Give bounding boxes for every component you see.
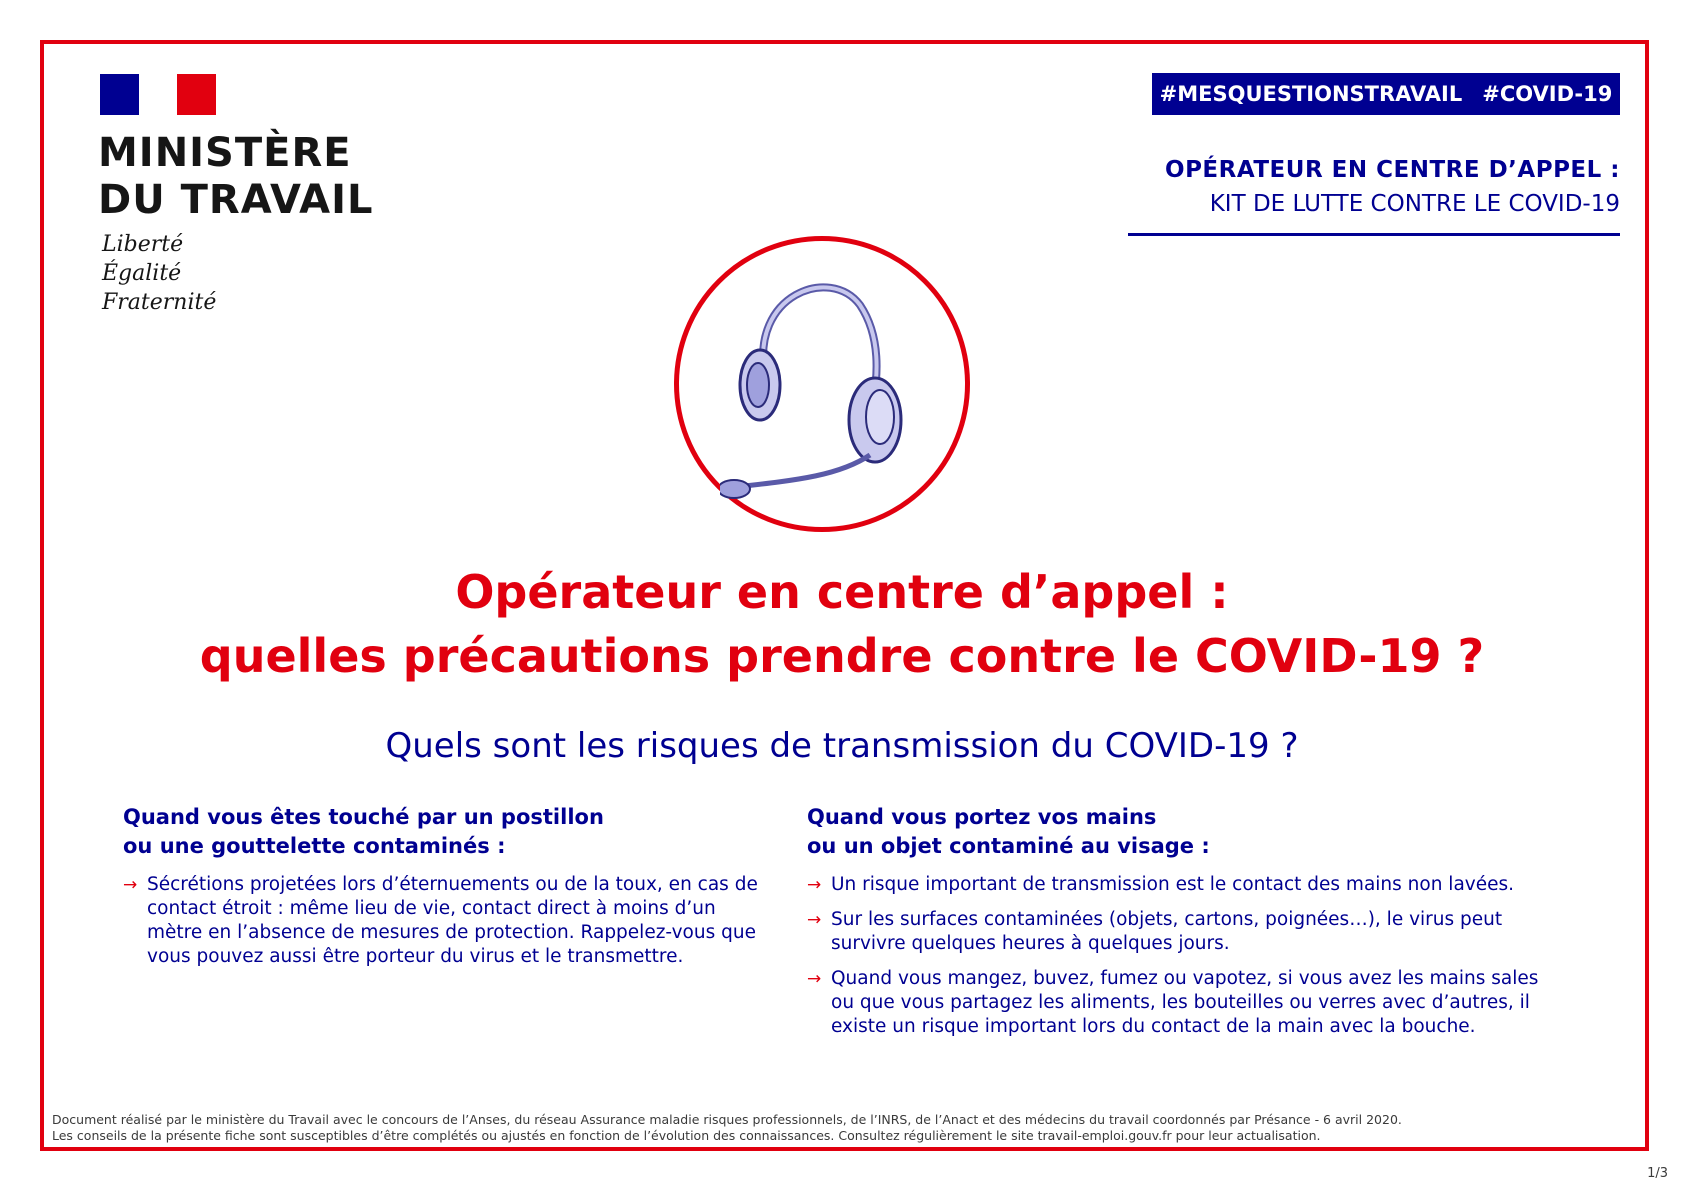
- kit-title: OPÉRATEUR EN CENTRE D’APPEL :: [1165, 157, 1620, 183]
- footer-note: [52, 1112, 1622, 1144]
- arrow-right-icon: →: [807, 875, 822, 895]
- arrow-right-icon: →: [807, 969, 822, 989]
- page-title: [0, 560, 1684, 688]
- hashtag-banner: [1152, 73, 1620, 115]
- motto-egalite: Égalité: [102, 261, 182, 286]
- hashtag-covid: #COVID-19: [1482, 82, 1613, 106]
- motto-liberte: Liberté: [102, 232, 184, 257]
- right-risk-list: [807, 873, 1567, 1039]
- kit-subtitle: KIT DE LUTTE CONTRE LE COVID-19: [1209, 191, 1620, 217]
- kit-heading: [1100, 153, 1620, 221]
- title-line-2: quelles précautions prendre contre le COVID-19 ?: [199, 629, 1485, 683]
- title-line-1: Opérateur en centre d’appel :: [455, 565, 1229, 619]
- arrow-right-icon: →: [807, 910, 822, 930]
- ministry-name: [98, 130, 374, 224]
- ministry-line-2: DU TRAVAIL: [98, 177, 374, 223]
- motto-fraternite: Fraternité: [102, 290, 217, 315]
- page-number: 1/3: [1647, 1166, 1668, 1181]
- right-column-heading: Quand vous portez vos mains ou un objet contaminé au visage :: [807, 805, 1210, 858]
- left-risk-list: [123, 873, 763, 969]
- ministry-line-1: MINISTÈRE: [98, 130, 352, 176]
- republic-motto: [102, 230, 216, 317]
- footer-line-2: Les conseils de la présente fiche sont susceptibles d’être complétés ou ajustés en fonction de l’évolution des connaissances. Consultez régulièrement le site travail-emploi.gouv.fr pour leur actualisation.: [52, 1128, 1321, 1143]
- footer-line-1: Document réalisé par le ministère du Travail avec le concours de l’Anses, du réseau Assurance maladie risques professionnels, de l’INRS, de l’Anact et des médecins du travail coordonnés par Présance - 6 avril 2020.: [52, 1112, 1402, 1127]
- left-column-heading: Quand vous êtes touché par un postillon ou une gouttelette contaminés :: [123, 805, 604, 858]
- hashtag-mesquestionstravail: #MESQUESTIONSTRAVAIL: [1159, 82, 1463, 106]
- list-item: → Quand vous mangez, buvez, fumez ou vapotez, si vous avez les mains sales ou que vous partagez les aliments, les bouteilles ou verres avec d’autres, il existe un risque important lors du contact de la main avec la bouche.: [807, 968, 1539, 1037]
- section-subtitle: Quels sont les risques de transmission du COVID-19 ?: [385, 726, 1299, 766]
- left-risk-column: [123, 803, 763, 980]
- list-item: → Sur les surfaces contaminées (objets, cartons, poignées…), le virus peut survivre quelques heures à quelques jours.: [807, 909, 1503, 954]
- headset-icon: [720, 265, 930, 505]
- list-item: → Sécrétions projetées lors d’éternuements ou de la toux, en cas de contact étroit : même lieu de vie, contact direct à moins d’un mètre en l’absence de mesures de protection. Rappelez-vous que vous pouvez aussi être porteur du virus et le transmettre.: [123, 874, 758, 967]
- republic-flag-logo: [100, 74, 216, 115]
- right-risk-column: [807, 803, 1567, 1050]
- arrow-right-icon: →: [123, 875, 138, 895]
- kit-underline: [1128, 233, 1620, 236]
- list-item: → Un risque important de transmission est le contact des mains non lavées.: [807, 874, 1515, 895]
